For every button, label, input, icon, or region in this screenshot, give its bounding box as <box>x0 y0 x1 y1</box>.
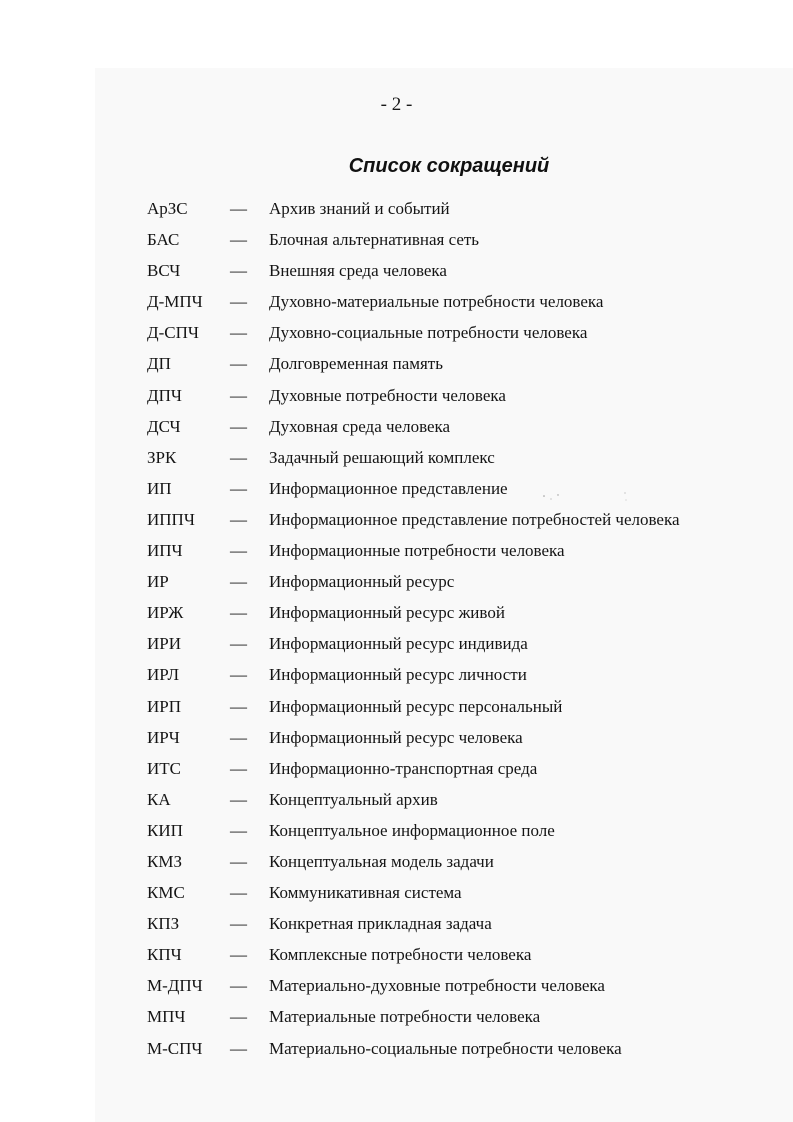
abbreviation-code: МПЧ <box>147 1007 186 1027</box>
abbreviation-code: ИРЛ <box>147 665 179 685</box>
abbreviation-dash: — <box>230 883 247 903</box>
abbreviation-dash: — <box>230 820 247 840</box>
abbreviation-row <box>0 819 793 850</box>
abbreviation-meaning: Концептуальный архив <box>269 789 438 809</box>
abbreviation-dash: — <box>230 665 247 685</box>
abbreviation-code: Д-МПЧ <box>147 292 203 312</box>
abbreviation-meaning: Информационный ресурс персональный <box>269 696 563 716</box>
abbreviation-code: ИРП <box>147 696 182 716</box>
abbreviation-row <box>0 477 793 508</box>
abbreviation-dash: — <box>230 292 247 312</box>
abbreviation-meaning: Информационный ресурс индивида <box>269 634 528 654</box>
abbreviation-row <box>0 601 793 632</box>
abbreviation-dash: — <box>230 851 247 871</box>
abbreviation-meaning: Информационное представление <box>269 478 508 498</box>
abbreviation-dash: — <box>230 385 247 405</box>
page-number: - 2 - <box>380 94 413 115</box>
abbreviation-code: БАС <box>147 230 180 250</box>
abbreviation-code: АрЗС <box>147 199 188 218</box>
abbreviation-row <box>0 259 793 290</box>
abbreviation-row <box>0 1037 793 1068</box>
abbreviation-row <box>0 384 793 415</box>
abbreviation-row <box>0 508 793 539</box>
abbreviation-dash: — <box>230 509 247 529</box>
abbreviation-code: КПЗ <box>147 914 180 934</box>
abbreviation-meaning: Духовно-материальные потребности человека <box>269 292 604 312</box>
abbreviation-meaning: Информационный ресурс <box>269 572 455 592</box>
abbreviation-row <box>0 663 793 694</box>
abbreviation-dash: — <box>230 603 247 623</box>
abbreviation-dash: — <box>230 230 247 250</box>
abbreviation-meaning: Материально-социальные потребности человека <box>269 1038 622 1058</box>
abbreviation-dash: — <box>230 199 247 218</box>
abbreviation-meaning: Информационное представление потребностей человека <box>269 509 680 529</box>
abbreviation-dash: — <box>230 261 247 281</box>
abbreviation-meaning: Комплексные потребности человека <box>269 945 532 965</box>
abbreviation-dash: — <box>230 789 247 809</box>
abbreviation-meaning: Долговременная память <box>269 354 443 374</box>
abbreviation-row <box>0 290 793 321</box>
abbreviation-row <box>0 757 793 788</box>
abbreviation-code: ДП <box>147 354 171 374</box>
abbreviation-dash: — <box>230 1007 247 1027</box>
abbreviation-meaning: Архив знаний и событий <box>269 199 450 218</box>
abbreviation-code: КМС <box>147 883 185 903</box>
abbreviation-code: ИРИ <box>147 634 182 654</box>
abbreviation-meaning: Информационный ресурс человека <box>269 727 523 747</box>
scan-specks <box>540 490 630 510</box>
abbreviation-meaning: Концептуальная модель задачи <box>269 851 494 871</box>
abbreviation-row <box>0 788 793 819</box>
abbreviation-code: ИППЧ <box>147 509 195 529</box>
abbreviation-dash: — <box>230 976 247 996</box>
abbreviation-row <box>0 695 793 726</box>
abbreviation-row <box>0 352 793 383</box>
abbreviation-dash: — <box>230 572 247 592</box>
abbreviation-code: КА <box>147 789 171 809</box>
abbreviation-meaning: Задачный решающий комплекс <box>269 447 495 467</box>
abbreviation-meaning: Информационные потребности человека <box>269 541 565 561</box>
abbreviation-list <box>0 197 793 1068</box>
abbreviation-row <box>0 943 793 974</box>
abbreviation-code: ИТС <box>147 758 181 778</box>
abbreviation-code: ИР <box>147 572 169 592</box>
abbreviation-code: ДСЧ <box>147 416 181 436</box>
abbreviation-row <box>0 197 793 228</box>
abbreviation-meaning: Блочная альтернативная сеть <box>269 230 480 250</box>
abbreviation-dash: — <box>230 758 247 778</box>
abbreviation-row <box>0 321 793 352</box>
abbreviation-code: ЗРК <box>147 447 177 467</box>
abbreviation-dash: — <box>230 478 247 498</box>
page-title: Список сокращений <box>348 155 550 177</box>
abbreviation-dash: — <box>230 945 247 965</box>
abbreviation-row <box>0 881 793 912</box>
abbreviation-row <box>0 446 793 477</box>
abbreviation-code: М-ДПЧ <box>147 976 203 996</box>
abbreviation-meaning: Материально-духовные потребности человека <box>269 976 605 996</box>
abbreviation-dash: — <box>230 727 247 747</box>
abbreviation-meaning: Коммуникативная система <box>269 883 462 903</box>
abbreviation-code: ИПЧ <box>147 541 183 561</box>
abbreviation-code: ДПЧ <box>147 385 182 405</box>
abbreviation-meaning: Концептуальное информационное поле <box>269 820 555 840</box>
abbreviation-code: КИП <box>147 820 183 840</box>
abbreviation-dash: — <box>230 696 247 716</box>
abbreviation-code: М-СПЧ <box>147 1038 203 1058</box>
abbreviation-dash: — <box>230 1038 247 1058</box>
abbreviation-meaning: Информационно-транспортная среда <box>269 758 538 778</box>
abbreviation-code: ВСЧ <box>147 261 181 281</box>
abbreviation-row <box>0 974 793 1005</box>
abbreviation-dash: — <box>230 323 247 343</box>
abbreviation-row <box>0 632 793 663</box>
abbreviation-row <box>0 539 793 570</box>
abbreviation-meaning: Конкретная прикладная задача <box>269 914 492 934</box>
abbreviation-dash: — <box>230 447 247 467</box>
abbreviation-row <box>0 850 793 881</box>
abbreviation-row <box>0 570 793 601</box>
abbreviation-meaning: Духовные потребности человека <box>269 385 506 405</box>
abbreviation-code: ИРЧ <box>147 727 180 747</box>
abbreviation-meaning: Материальные потребности человека <box>269 1007 541 1027</box>
abbreviation-row <box>0 1005 793 1036</box>
abbreviation-row <box>0 726 793 757</box>
abbreviation-dash: — <box>230 914 247 934</box>
abbreviation-code: ИРЖ <box>147 603 184 623</box>
abbreviation-code: КМЗ <box>147 851 182 871</box>
abbreviation-row <box>0 415 793 446</box>
abbreviation-row <box>0 228 793 259</box>
abbreviation-meaning: Информационный ресурс живой <box>269 603 505 623</box>
abbreviation-meaning: Информационный ресурс личности <box>269 665 527 685</box>
abbreviation-dash: — <box>230 541 247 561</box>
abbreviation-dash: — <box>230 634 247 654</box>
abbreviation-code: Д-СПЧ <box>147 323 199 343</box>
abbreviation-row <box>0 912 793 943</box>
abbreviation-meaning: Внешняя среда человека <box>269 261 447 281</box>
abbreviation-code: ИП <box>147 478 172 498</box>
abbreviation-meaning: Духовная среда человека <box>269 416 451 436</box>
abbreviation-dash: — <box>230 416 247 436</box>
abbreviation-code: КПЧ <box>147 945 182 965</box>
abbreviation-meaning: Духовно-социальные потребности человека <box>269 323 588 343</box>
abbreviation-dash: — <box>230 354 247 374</box>
